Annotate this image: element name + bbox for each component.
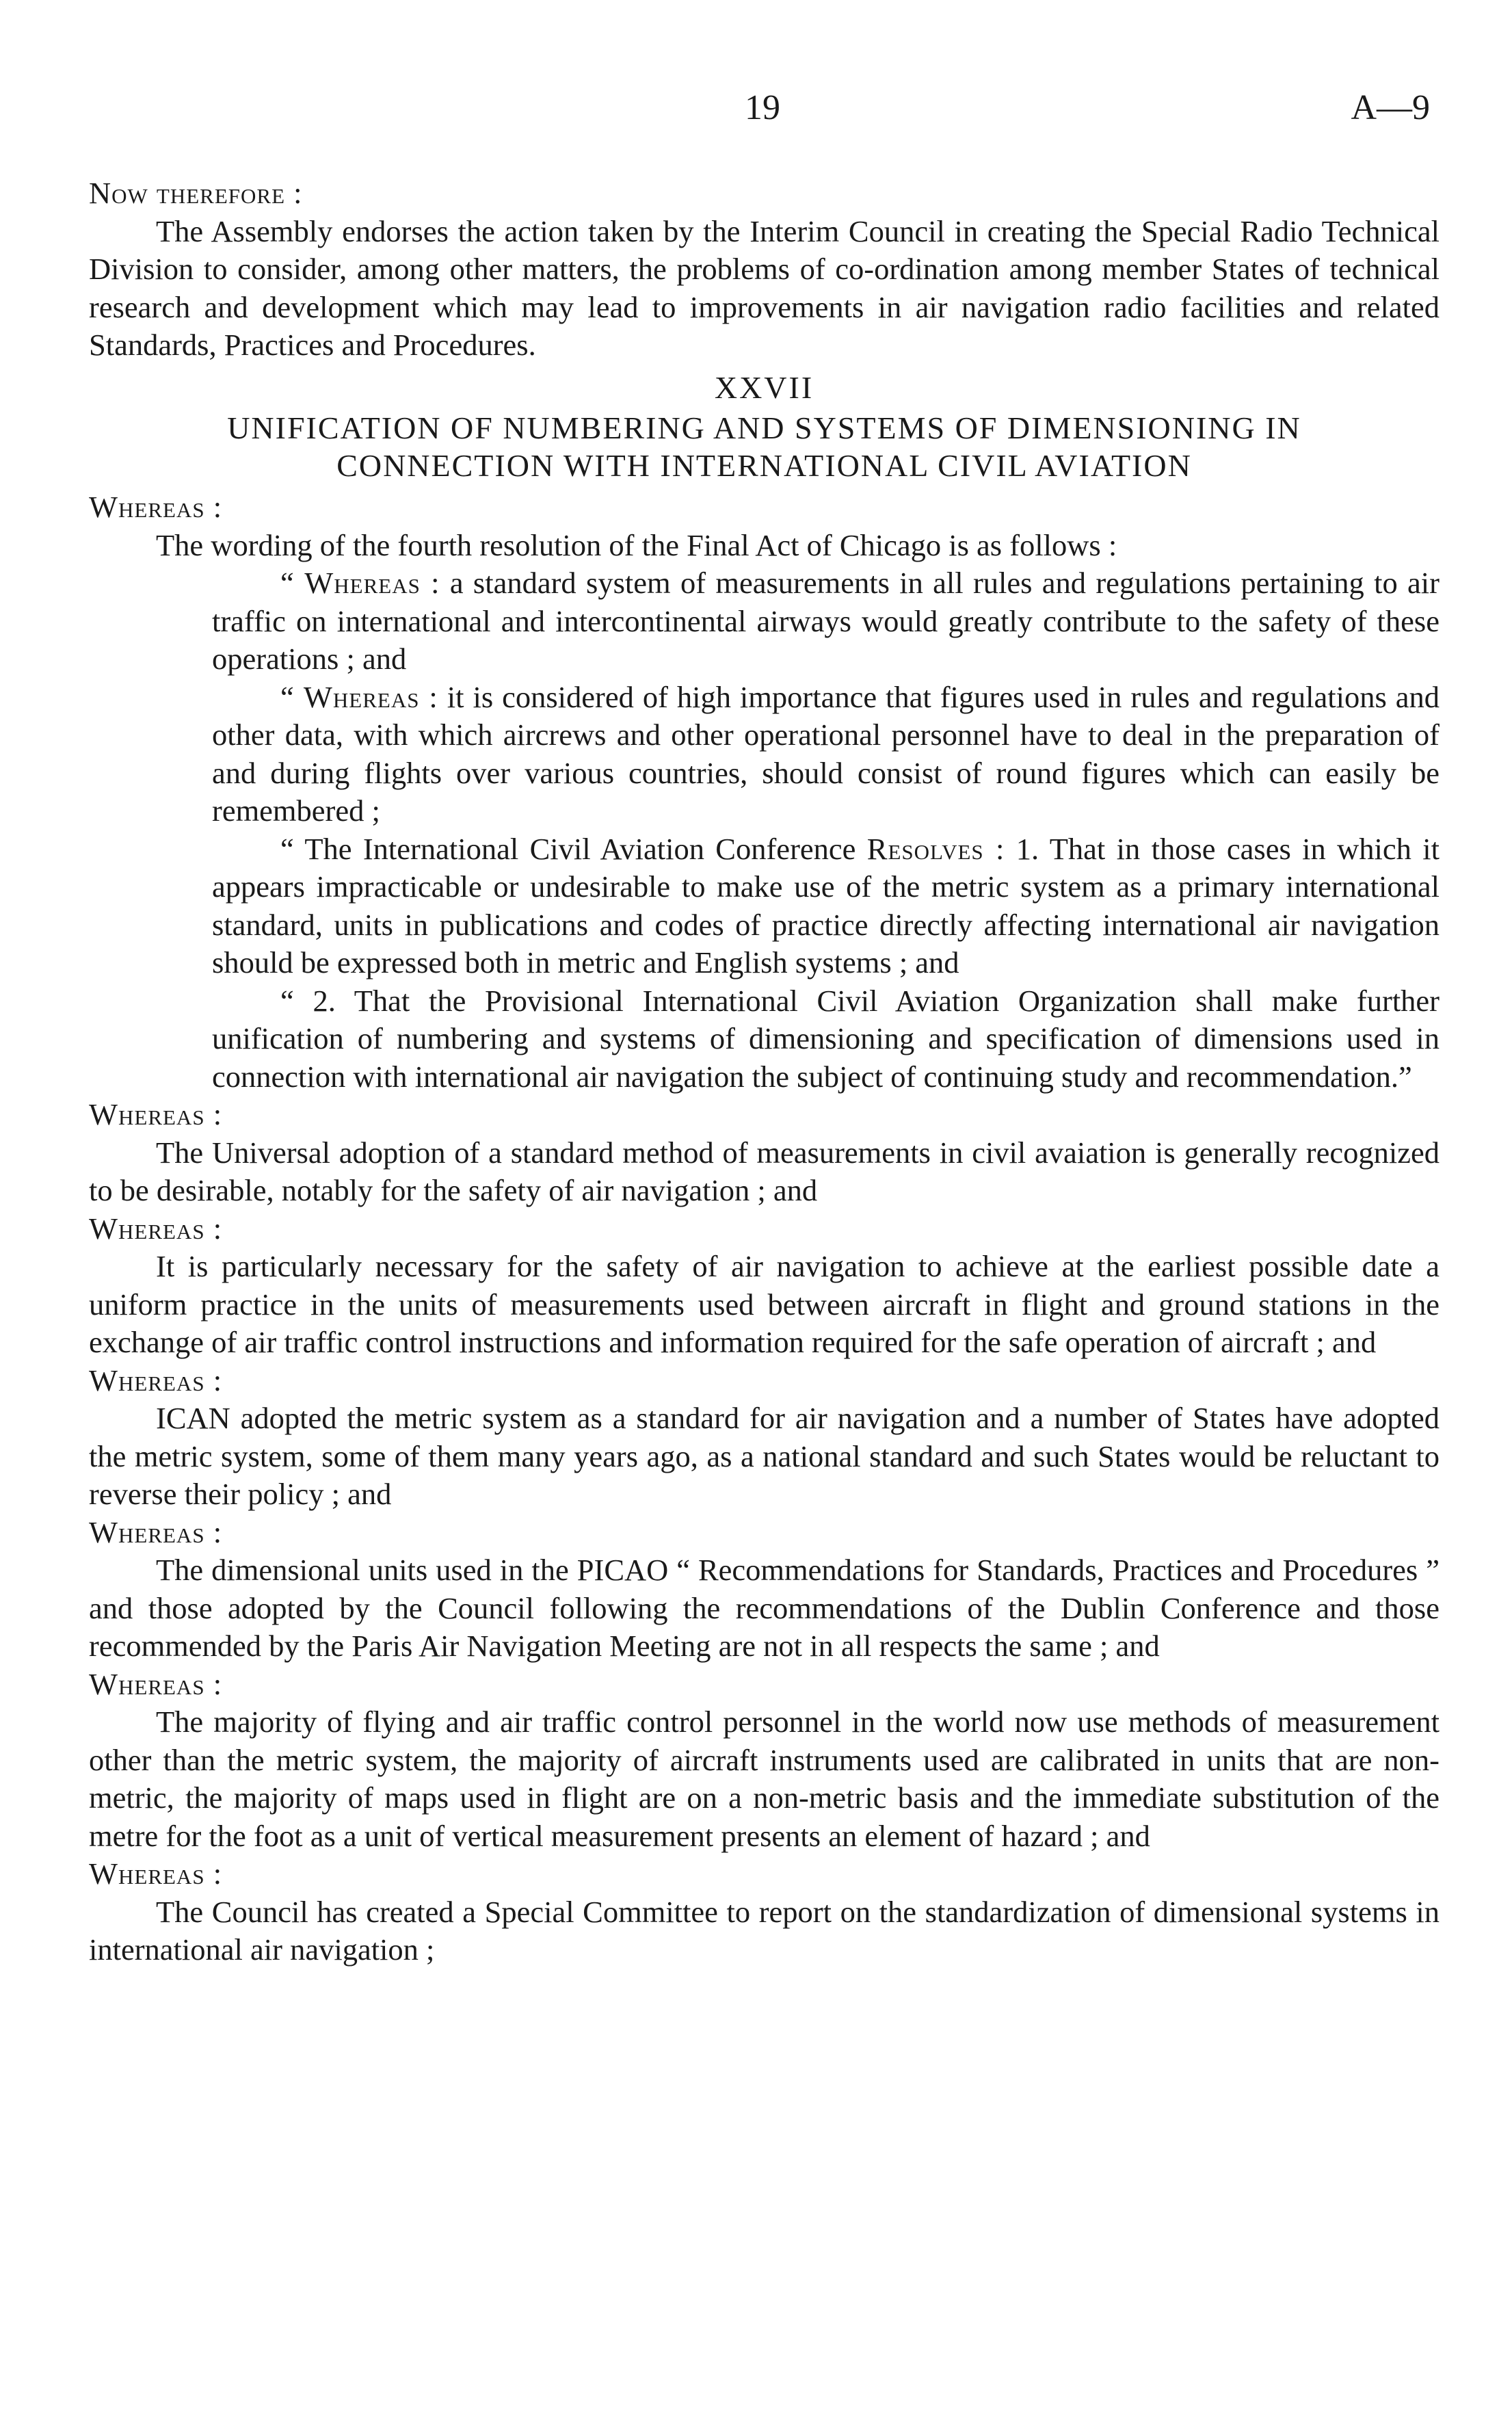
quoted-whereas-2-label: “ Whereas : <box>280 679 438 714</box>
quoted-whereas-2-text: it is considered of high importance that figures used in rules and regulations and other data, with which aircrews and other operational personnel have to deal in the preparation of and during flights over various countries, should consist of round figures which can easily be remembered ; <box>212 679 1440 828</box>
whereas-clause: The Council has created a Special Committee to report on the standardization of dimensional systems in international air navigation ; <box>89 1894 1440 1967</box>
whereas-clause: ICAN adopted the metric system as a standard for air navigation and a number of States have adopted the metric system, some of them many years ago, as a national standard and such States would be reluctant to reverse their policy ; and <box>89 1401 1440 1511</box>
final-act-intro: The wording of the fourth resolution of the Final Act of Chicago is as follows : <box>156 527 1117 562</box>
quoted-resolves-prefix: “ The International Civil Aviation Conference <box>280 831 856 866</box>
quoted-resolves-1-text: 1. That in those cases in which it appears impracticable or undesirable to make use of the metric system as a primary international standard, units in publications and codes of practice directly affecting international air navigation should be expressed both in metric and English systems ; and <box>212 831 1440 980</box>
whereas-clause: It is particularly necessary for the safety of air navigation to achieve at the earliest possible date a uniform practice in the units of measurements used between aircraft in flight and ground stations in the exchange of air traffic control instructions and information required for the safe operation of aircraft ; and <box>89 1249 1440 1359</box>
page-number: 19 <box>745 88 780 127</box>
section-title <box>89 409 1440 484</box>
whereas-clause: The Universal adoption of a standard method of measurements in civil avaiation is generally recognized to be desirable, notably for the safety of air navigation ; and <box>89 1135 1440 1207</box>
whereas-label: Whereas : <box>89 1856 223 1891</box>
quoted-whereas-1-label: “ Whereas : <box>280 566 440 600</box>
whereas-label: Whereas : <box>89 1097 223 1131</box>
document-body <box>89 174 1440 1969</box>
quoted-whereas-1 <box>212 564 1440 679</box>
whereas-clause: The dimensional units used in the PICAO “ Recommendations for Standards, Practices and Procedures ” and those adopted by the Council following the recommendations of the Dublin Conference and those recommended by the Paris Air Navigation Meeting are not in all respects the same ; and <box>89 1553 1440 1663</box>
quoted-whereas-2 <box>212 679 1440 830</box>
whereas-label: Whereas : <box>89 1211 223 1246</box>
section-number: XXVII <box>714 369 814 405</box>
whereas-label: Whereas : <box>89 490 223 524</box>
whereas-clause: The majority of flying and air traffic control personnel in the world now use methods of measurement other than the metric system, the majority of aircraft instruments used are calibrated in units that are non-metric, the majority of maps used in flight are on a non-metric basis and the immediate substitution of the metre for the foot as a unit of vertical measurement presents an element of hazard ; and <box>89 1705 1440 1853</box>
section-title-line-1: UNIFICATION OF NUMBERING AND SYSTEMS OF DIMENSIONING IN <box>227 410 1301 445</box>
quoted-resolves-label: Resolves : <box>866 831 1005 866</box>
series-mark: A—9 <box>1351 88 1430 127</box>
whereas-label: Whereas : <box>89 1666 223 1701</box>
quoted-resolves-1 <box>212 830 1440 982</box>
now-therefore-label: Now therefore : <box>89 176 303 210</box>
opening-paragraph: The Assembly endorses the action taken by the Interim Council in creating the Special Radio Technical Division to consider, among other matters, the problems of co-ordination among member States of technical research and development which may lead to improvements in air navigation radio facilities and related Standards, Practices and Procedures. <box>89 213 1440 362</box>
quoted-resolves-2: “ 2. That the Provisional International Civil Aviation Organization shall make further unification of numbering and systems of dimensioning and specification of dimensions used in connection with international air navigation the subject of continuing study and recommendation.” <box>212 983 1440 1094</box>
whereas-label: Whereas : <box>89 1363 223 1397</box>
quoted-whereas-1-text: a standard system of measurements in all rules and regulations pertaining to air traffic on international and intercontinental airways would greatly contribute to the safety of these operations ; and <box>212 566 1440 676</box>
section-title-line-2: CONNECTION WITH INTERNATIONAL CIVIL AVIATION <box>336 448 1192 483</box>
whereas-label: Whereas : <box>89 1514 223 1549</box>
